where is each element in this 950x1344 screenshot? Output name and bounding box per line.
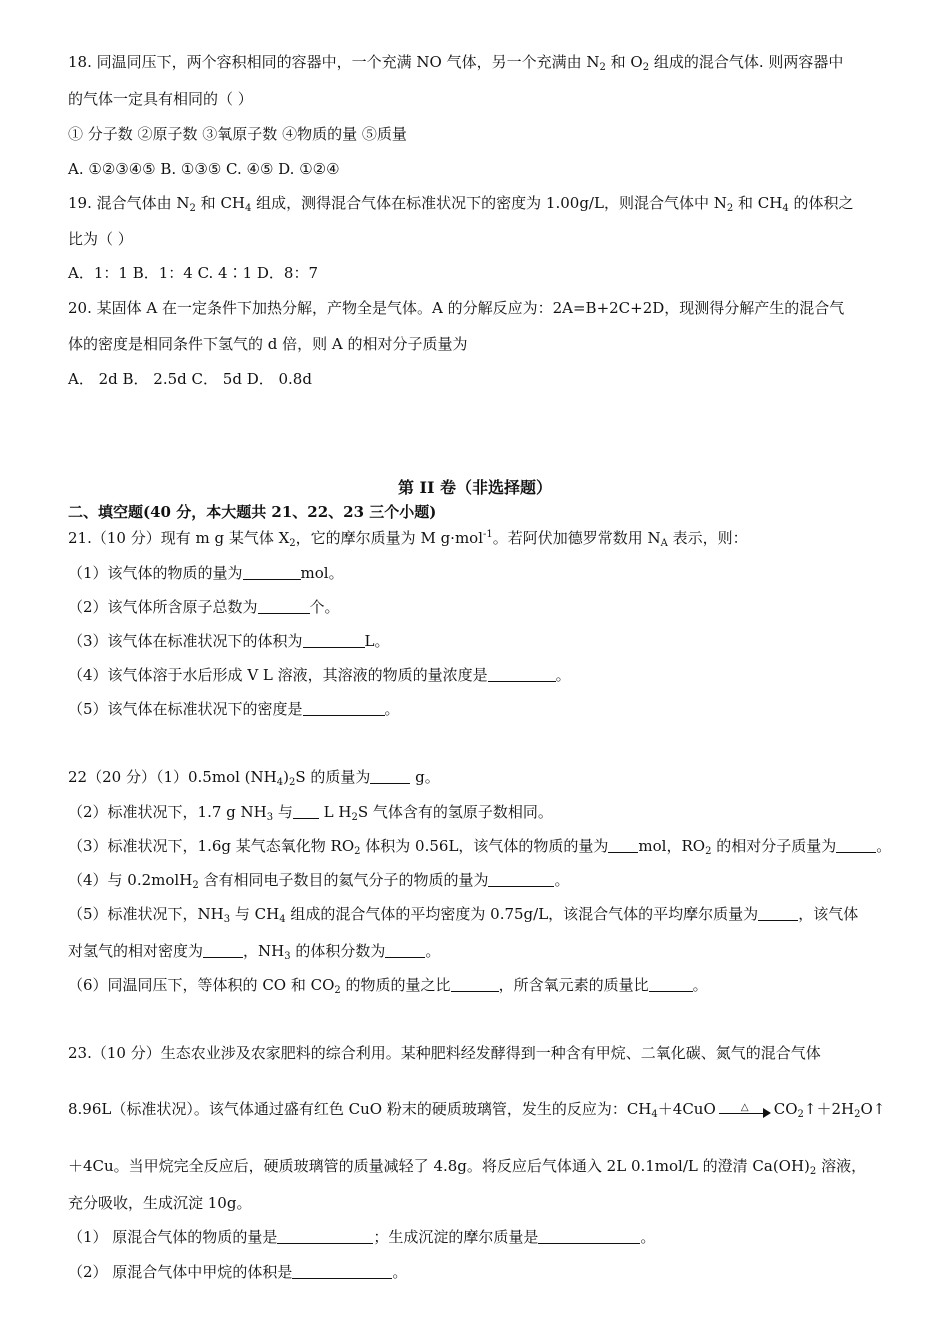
answer-blank[interactable] bbox=[303, 700, 385, 716]
q19-stem-line2: 比为（ ） bbox=[68, 230, 133, 248]
section-heading: 二、填空题(40 分，本大题共 21、22、23 三个小题) bbox=[68, 503, 437, 521]
q23-part1: （1） 原混合气体的物质的量是 ；生成沉淀的摩尔质量是 。 bbox=[68, 1228, 656, 1246]
q22-part5-line2: 对氢气的相对密度为 ，$NH_3$ 的体积分数为 。 bbox=[68, 942, 441, 962]
q22-part5-line1: （5）标准状况下，$NH_3$ 与 $CH_4$ 组成的混合气体的平均密度为 0.75g/L，该混合气体的平均摩尔质量为 ，该气体 bbox=[68, 905, 859, 925]
q18-stem-line1: 18. 同温同压下，两个容积相同的容器中，一个充满 NO 气体，另一个充满由 $N_2$ 和 $O_2$ 组成的混合气体. 则两容器中 bbox=[68, 53, 844, 73]
q21-stem: 21.（10 分）现有 m g 某气体 $X_2$，它的摩尔质量为 M g·mol$^{-1}$。若阿伏加德罗常数用 $N_A$ 表示，则： bbox=[68, 529, 748, 549]
q23-stem-line4: 充分吸收，生成沉淀 10g。 bbox=[68, 1194, 252, 1212]
answer-blank[interactable] bbox=[488, 666, 556, 682]
q21-part1: （1）该气体的物质的量为 mol。 bbox=[68, 564, 344, 582]
answer-blank[interactable] bbox=[303, 632, 365, 648]
q18-items: ① 分子数 ②原子数 ③氧原子数 ④物质的量 ⑤质量 bbox=[68, 125, 407, 143]
q20-stem-line2: 体的密度是相同条件下氢气的 d 倍，则 A 的相对分子质量为 bbox=[68, 335, 468, 353]
q23-stem-line2: 8.96L（标准状况）。该气体通过盛有红色 CuO 粉末的硬质玻璃管，发生的反应为：$CH_4+4CuO$ △ $CO_2↑+2H_2O↑$ bbox=[68, 1100, 886, 1120]
q22-part3: （3）标准状况下，1.6g 某气态氧化物 $RO_2$ 体积为 0.56L，该气体的物质的量为 mol，$RO_2$ 的相对分子质量为 。 bbox=[68, 837, 892, 857]
q23-part2: （2） 原混合气体中甲烷的体积是 。 bbox=[68, 1263, 408, 1281]
q22-part6: （6）同温同压下，等体积的 CO 和 $CO_2$ 的物质的量之比 ，所含氧元素的质量比 。 bbox=[68, 976, 708, 996]
answer-blank[interactable] bbox=[538, 1228, 640, 1244]
answer-blank[interactable] bbox=[649, 976, 693, 992]
answer-blank[interactable] bbox=[203, 942, 243, 958]
q22-part4: （4）与 0.2molH$_2$ 含有相同电子数目的氦气分子的物质的量为 。 bbox=[68, 871, 570, 891]
q19-options: A．1：1 B．1：4 C. 4∶1 D．8：7 bbox=[68, 264, 319, 282]
answer-blank[interactable] bbox=[451, 976, 499, 992]
q21-part2: （2）该气体所含原子总数为 个。 bbox=[68, 598, 340, 616]
q20-stem-line1: 20. 某固体 A 在一定条件下加热分解，产物全是气体。A 的分解反应为：2A=B+2C+2D，现测得分解产生的混合气 bbox=[68, 299, 845, 317]
q21-part5: （5）该气体在标准状况下的密度是 。 bbox=[68, 700, 400, 718]
answer-blank[interactable] bbox=[243, 564, 301, 580]
heat-reaction-arrow: △ bbox=[719, 1100, 771, 1120]
q22-part1: 22（20 分）（1）0.5mol $(NH_4)_2S$ 的质量为 g。 bbox=[68, 768, 440, 788]
q23-stem-line1: 23.（10 分）生态农业涉及农家肥料的综合利用。某种肥料经发酵得到一种含有甲烷、二氧化碳、氮气的混合气体 bbox=[68, 1044, 821, 1062]
q21-part3: （3）该气体在标准状况下的体积为 L。 bbox=[68, 632, 390, 650]
answer-blank[interactable] bbox=[836, 837, 876, 853]
answer-blank[interactable] bbox=[293, 803, 319, 819]
q23-stem-line3: ＋4Cu。当甲烷完全反应后，硬质玻璃管的质量减轻了 4.8g。将反应后气体通入 2L 0.1mol/L 的澄清 $Ca(OH)_2$ 溶液， bbox=[68, 1157, 867, 1177]
q19-stem-line1: 19. 混合气体由 $N_2$ 和 $CH_4$ 组成，测得混合气体在标准状况下的密度为 1.00g/L，则混合气体中 $N_2$ 和 $CH_4$ 的体积之 bbox=[68, 194, 854, 214]
q20-options: A． 2d B． 2.5d C． 5d D． 0.8d bbox=[68, 370, 312, 388]
answer-blank[interactable] bbox=[385, 942, 425, 958]
q18-options: A. ①②③④⑤ B. ①③⑤ C. ④⑤ D. ①②④ bbox=[68, 160, 340, 178]
part2-title: 第 II 卷（非选择题） bbox=[397, 478, 553, 497]
answer-blank[interactable] bbox=[608, 837, 638, 853]
answer-blank[interactable] bbox=[758, 905, 798, 921]
answer-blank[interactable] bbox=[277, 1228, 373, 1244]
answer-blank[interactable] bbox=[292, 1263, 392, 1279]
q18-stem-line2: 的气体一定具有相同的（ ） bbox=[68, 90, 253, 108]
answer-blank[interactable] bbox=[258, 598, 310, 614]
answer-blank[interactable] bbox=[370, 768, 410, 784]
q22-part2: （2）标准状况下，1.7 g $NH_3$ 与 L $H_2S$ 气体含有的氢原子数相同。 bbox=[68, 803, 553, 823]
answer-blank[interactable] bbox=[488, 871, 554, 887]
q21-part4: （4）该气体溶于水后形成 V L 溶液，其溶液的物质的量浓度是 。 bbox=[68, 666, 571, 684]
